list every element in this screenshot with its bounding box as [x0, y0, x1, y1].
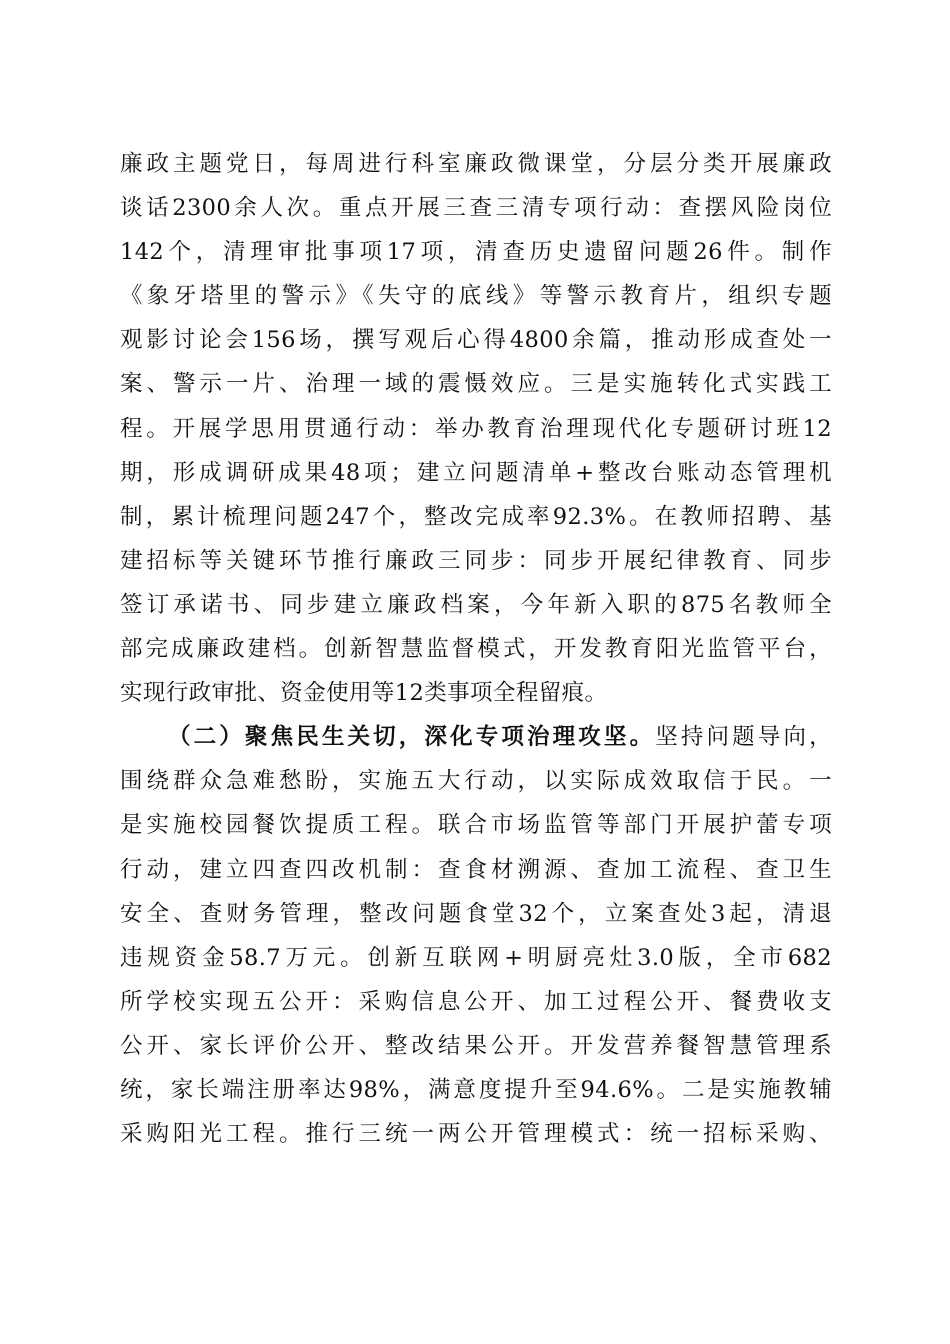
- text-line: 案、警示一片、治理一域的震慑效应。三是实施转化式实践工: [120, 371, 832, 398]
- text-line: 制，累计梳理问题247个，整改完成率92.3%。在教师招聘、基: [120, 503, 832, 530]
- body-text: [120, 142, 832, 1156]
- text-line: 谈话2300余人次。重点开展三查三清专项行动：查摆风险岗位: [120, 195, 832, 222]
- text-line: 签订承诺书、同步建立廉政档案，今年新入职的875名教师全: [120, 591, 832, 618]
- text-line: 程。开展学思用贯通行动：举办教育治理现代化专题研讨班12: [120, 415, 832, 442]
- section-heading-line: [120, 715, 832, 759]
- text-line: 建招标等关键环节推行廉政三同步：同步开展纪律教育、同步: [120, 547, 832, 574]
- text-line: 观影讨论会156场，撰写观后心得4800余篇，推动形成查处一: [120, 327, 832, 354]
- text-line: 安全、查财务管理，整改问题食堂32个，立案查处3起，清退: [120, 900, 832, 927]
- text-line: 围绕群众急难愁盼，实施五大行动，以实际成效取信于民。一: [120, 768, 832, 795]
- section-heading-rest: 坚持问题导向，: [655, 724, 832, 751]
- text-line: 实现行政审批、资金使用等12类事项全程留痕。: [120, 680, 608, 707]
- section-heading: （二）聚焦民生关切，深化专项治理攻坚。: [168, 724, 656, 751]
- text-line: 部完成廉政建档。创新智慧监督模式，开发教育阳光监管平台，: [120, 636, 832, 663]
- text-line: 统，家长端注册率达98%，满意度提升至94.6%。二是实施教辅: [120, 1076, 832, 1103]
- text-line: 采购阳光工程。推行三统一两公开管理模式：统一招标采购、: [120, 1121, 832, 1148]
- text-line: 行动，建立四查四改机制：查食材溯源、查加工流程、查卫生: [120, 856, 832, 883]
- text-line: 是实施校园餐饮提质工程。联合市场监管等部门开展护蕾专项: [120, 812, 832, 839]
- text-line: 公开、家长评价公开、整改结果公开。开发营养餐智慧管理系: [120, 1032, 832, 1059]
- text-line: 期，形成调研成果48项；建立问题清单+整改台账动态管理机: [120, 459, 832, 486]
- text-line: 所学校实现五公开：采购信息公开、加工过程公开、餐费收支: [120, 988, 832, 1015]
- text-line: 《象牙塔里的警示》《失守的底线》等警示教育片，组织专题: [120, 283, 832, 310]
- text-line: 142个，清理审批事项17项，清查历史遗留问题26件。制作: [120, 239, 832, 266]
- text-line: 违规资金58.7万元。创新互联网+明厨亮灶3.0版，全市682: [120, 944, 832, 971]
- text-line: 廉政主题党日，每周进行科室廉政微课堂，分层分类开展廉政: [120, 151, 832, 177]
